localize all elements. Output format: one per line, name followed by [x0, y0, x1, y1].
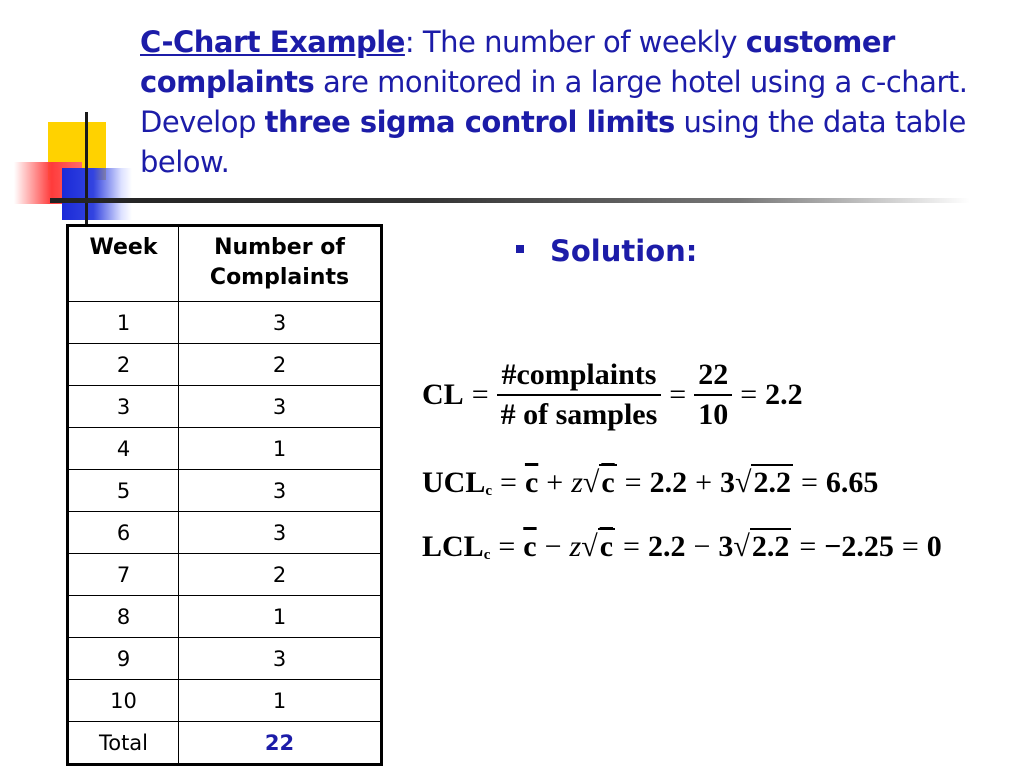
complaints-cell: 1	[179, 428, 382, 470]
table-row	[68, 680, 382, 722]
lcl-formula: $LCL_c = \overline{c} - z√c = 2.2 - 3√2.2 = -2.25 = 0$	[422, 530, 942, 563]
complaints-cell: 2	[179, 554, 382, 596]
lcl-result-neg: −2.25	[824, 530, 894, 563]
ucl-op2: +	[695, 466, 713, 499]
ucl-lhs: UCL	[422, 466, 486, 499]
cl-fraction-values	[694, 358, 732, 432]
week-cell: 6	[68, 512, 179, 554]
complaints-cell: 1	[179, 680, 382, 722]
header-week: Week	[68, 226, 179, 302]
header-complaints: Number of Complaints	[179, 226, 382, 302]
ucl-numeric: 2.2	[649, 466, 688, 499]
solution-label: Solution:	[550, 234, 698, 268]
table-row	[68, 596, 382, 638]
table-row	[68, 512, 382, 554]
lcl-op: −	[544, 530, 562, 563]
lcl-result: 0	[926, 530, 942, 563]
complaints-cell: 2	[179, 344, 382, 386]
lcl-subscript: c	[483, 547, 491, 563]
cl-lhs: CL	[422, 378, 464, 411]
title-text-1: : The number of weekly	[404, 25, 746, 59]
total-value: 22	[179, 722, 382, 765]
cl-frac-num: 22	[694, 358, 732, 396]
week-cell: 5	[68, 470, 179, 512]
ucl-sqrt-c-value: c	[601, 466, 615, 499]
lcl-sqrt-val: √2.2	[733, 530, 790, 563]
ucl-formula: $UCL_c = \overline{c} + z√c = 2.2 + 3√2.2 = 6.65$	[422, 466, 879, 499]
title-bold-2: three sigma control limits	[264, 105, 675, 139]
complaints-cell: 1	[179, 596, 382, 638]
lcl-sqrt-val-value: 2.2	[751, 530, 790, 563]
lcl-numeric: 2.2	[647, 530, 686, 563]
lcl-mult: 3	[718, 530, 734, 563]
week-cell: 7	[68, 554, 179, 596]
cl-denominator: # of samples	[500, 398, 658, 431]
week-cell: 8	[68, 596, 179, 638]
week-cell: 10	[68, 680, 179, 722]
table-row	[68, 344, 382, 386]
slide-title	[140, 22, 1000, 182]
lcl-z: z	[569, 530, 582, 563]
complaints-cell: 3	[179, 302, 382, 344]
complaints-table	[66, 224, 383, 766]
decor-vertical-line	[85, 112, 88, 226]
bullet-icon	[516, 245, 524, 253]
ucl-op: +	[546, 466, 564, 499]
week-cell: 4	[68, 428, 179, 470]
table-row	[68, 470, 382, 512]
complaints-cell: 3	[179, 512, 382, 554]
cl-numerator: #complaints	[497, 358, 662, 396]
ucl-result: 6.65	[825, 466, 879, 499]
title-divider	[50, 198, 970, 203]
ucl-z: z	[571, 466, 583, 499]
title-heading: C-Chart Example	[140, 25, 405, 59]
lcl-sqrt-c-value: c	[599, 530, 614, 563]
complaints-cell: 3	[179, 638, 382, 680]
ucl-sqrt-val-value: 2.2	[753, 466, 791, 499]
week-cell: 9	[68, 638, 179, 680]
title-text-3: using the data table below.	[140, 105, 966, 179]
complaints-cell: 3	[179, 470, 382, 512]
table-body	[68, 302, 382, 765]
total-label: Total	[68, 722, 179, 765]
table-row	[68, 428, 382, 470]
week-cell: 1	[68, 302, 179, 344]
cl-formula: CL = $\frac{\text{\#complaints}}{\text{\# of samples}}$ = $\frac{22}{10}$ = 2.2	[422, 358, 803, 431]
cl-frac-den: 10	[698, 398, 729, 431]
cl-fraction-words	[497, 358, 662, 432]
table-row	[68, 302, 382, 344]
cl-result: 2.2	[765, 378, 803, 411]
table-row	[68, 554, 382, 596]
title-text-2: are monitored in a large hotel using a c-chart. Develop	[140, 65, 968, 139]
lcl-cbar: $\overline{c}$	[523, 530, 537, 563]
table-row	[68, 638, 382, 680]
complaints-cell: 3	[179, 386, 382, 428]
week-cell: 2	[68, 344, 179, 386]
ucl-sqrt-c: √c	[582, 466, 615, 499]
table-row	[68, 386, 382, 428]
decor-blue-bar	[62, 168, 132, 220]
title-bold-1: customer complaints	[140, 25, 895, 99]
lcl-sqrt-c: √c	[581, 530, 614, 563]
solution-heading	[516, 234, 697, 268]
ucl-mult: 3	[720, 466, 736, 499]
lcl-lhs: LCL	[422, 530, 484, 563]
ucl-sqrt-val: √2.2	[735, 466, 791, 499]
week-cell: 3	[68, 386, 179, 428]
ucl-cbar: $\overline{c}$	[524, 466, 539, 499]
ucl-subscript: c	[485, 483, 493, 499]
lcl-op2: −	[693, 530, 711, 563]
table-total-row	[68, 722, 382, 765]
